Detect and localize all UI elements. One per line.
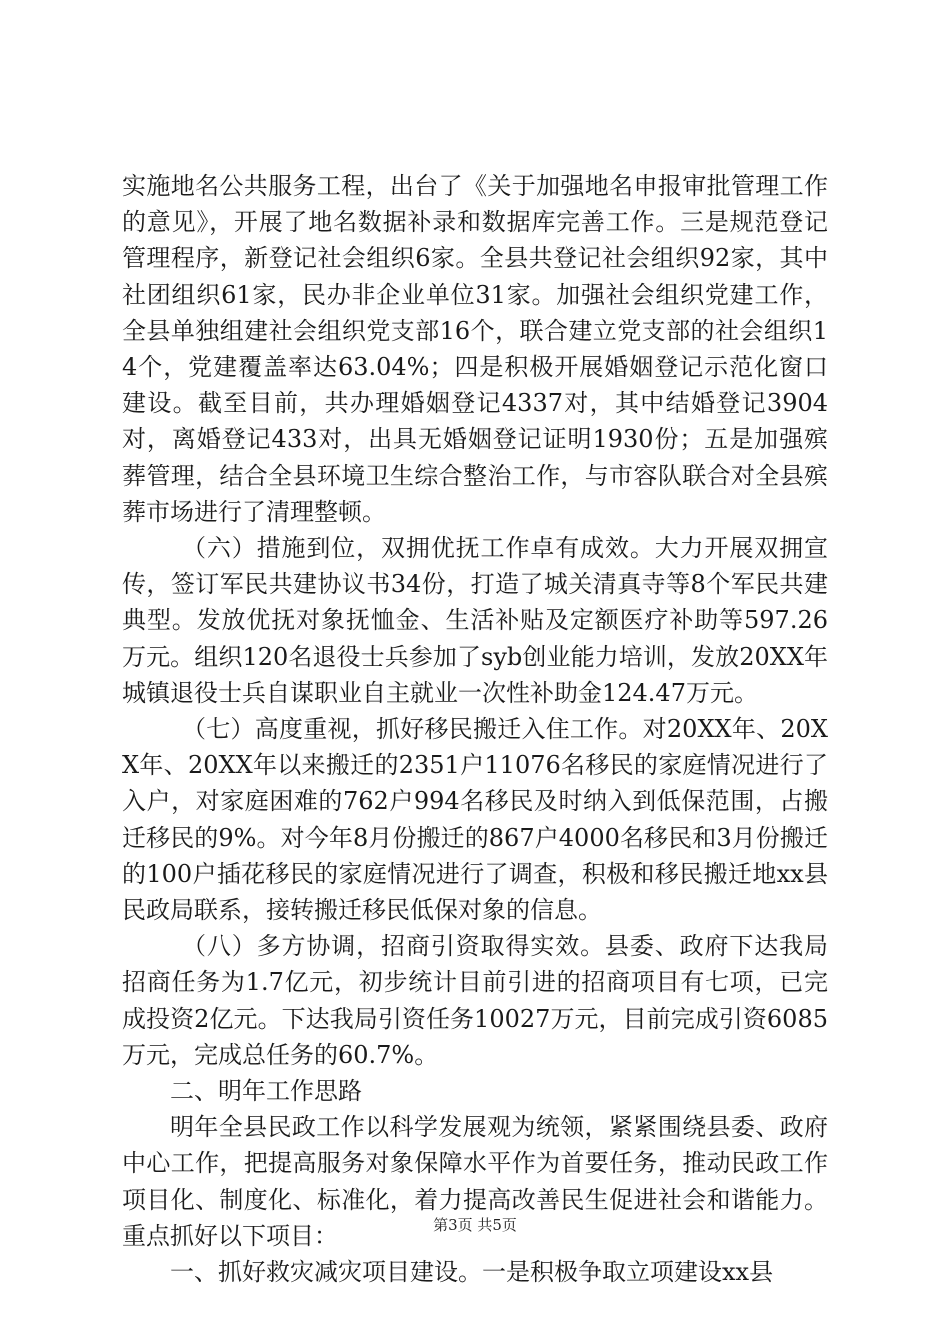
heading-next-year-plan: 二、明年工作思路 [170, 1077, 362, 1106]
page-number-footer: 第3页 共5页 [433, 1216, 517, 1234]
paragraph-disaster-relief: 一、抓好救灾减灾项目建设。一是积极争取立项建设xx县 [170, 1258, 774, 1287]
document-body [122, 168, 828, 1290]
paragraph-next-year-overview: 明年全县民政工作以科学发展观为统领，紧紧围绕县委、政府中心工作，把提高服务对象保障水平作为首要任务，推动民政工作项目化、制度化、标准化，着力提高改善民生促进社会和谐能力。重点抓好以下项目： [122, 1113, 828, 1250]
paragraph-section-eight: （八）多方协调，招商引资取得实效。县委、政府下达我局招商任务为1.7亿元，初步统计目前引进的招商项目有七项，已完成投资2亿元。下达我局引资任务10027万元，目前完成引资6085万元，完成总任务的60.7%。 [122, 932, 828, 1069]
paragraph-section-seven: （七）高度重视，抓好移民搬迁入住工作。对20XX年、20XX年、20XX年以来搬迁的2351户11076名移民的家庭情况进行了入户，对家庭困难的762户994名移民及时纳入到低保范围，占搬迁移民的9%。对今年8月份搬迁的867户4000名移民和3月份搬迁的100户插花移民的家庭情况进行了调查，积极和移民搬迁地xx县民政局联系，接转搬迁移民低保对象的信息。 [122, 715, 828, 925]
paragraph-place-names-social-orgs: 实施地名公共服务工程，出台了《关于加强地名申报审批管理工作的意见》，开展了地名数据补录和数据库完善工作。三是规范登记管理程序，新登记社会组织6家。全县共登记社会组织92家，其中社团组织61家，民办非企业单位31家。加强社会组织党建工作，全县单独组建社会组织党支部16个，联合建立党支部的社会组织14个，党建覆盖率达63.04%；四是积极开展婚姻登记示范化窗口建设。截至目前，共办理婚姻登记4337对，其中结婚登记3904对，离婚登记433对，出具无婚姻登记证明1930份；五是加强殡葬管理，结合全县环境卫生综合整治工作，与市容队联合对全县殡葬市场进行了清理整顿。 [122, 172, 828, 526]
paragraph-section-six: （六）措施到位，双拥优抚工作卓有成效。大力开展双拥宣传，签订军民共建协议书34份，打造了城关清真寺等8个军民共建典型。发放优抚对象抚恤金、生活补贴及定额医疗补助等597.26万元。组织120名退役士兵参加了syb创业能力培训，发放20XX年城镇退役士兵自谋职业自主就业一次性补助金124.47万元。 [122, 534, 828, 707]
